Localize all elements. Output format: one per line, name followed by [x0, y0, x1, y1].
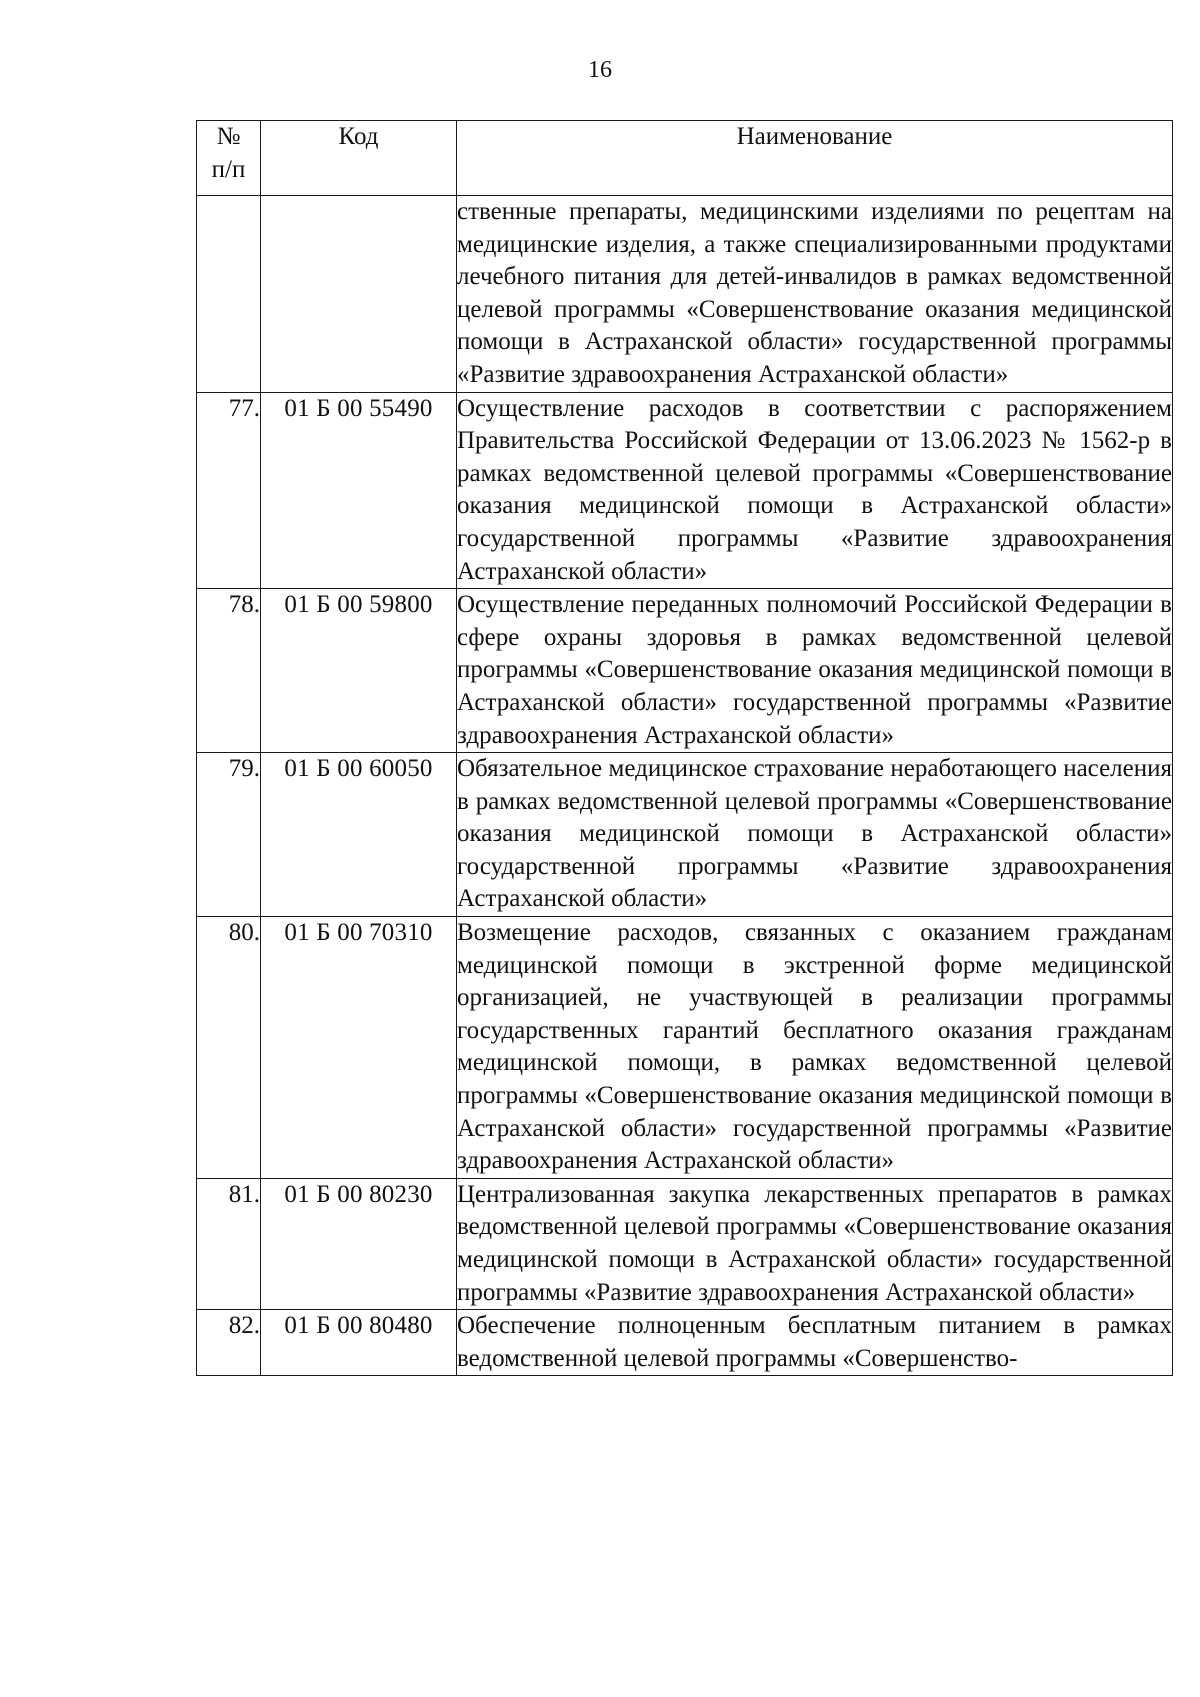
cell-name — [457, 589, 1173, 753]
codes-table — [196, 120, 1173, 1376]
table-row — [197, 917, 1173, 1179]
cell-number: 80. — [197, 917, 261, 1179]
header-code: Код — [261, 121, 457, 196]
cell-code: 01 Б 00 59800 — [261, 589, 457, 753]
cell-name — [457, 392, 1173, 589]
cell-code-empty — [261, 196, 457, 393]
cell-number: 77. — [197, 392, 261, 589]
table-row-continuation — [197, 196, 1173, 393]
header-number — [197, 121, 261, 196]
cell-code: 01 Б 00 60050 — [261, 753, 457, 917]
table-row — [197, 392, 1173, 589]
table-row — [197, 589, 1173, 753]
row-name-text: Осуществление расходов в соответствии с распоряжением Правительства Российской Федерации от 13.06.2023 № 1562-р в рамках ведомственной целевой программы «Совершенствование оказания медицинской помощи в Астраханской области» государственной программы «Развитие здравоохранения Астраханской области» — [457, 394, 1172, 585]
cell-code: 01 Б 00 70310 — [261, 917, 457, 1179]
cell-number: 82. — [197, 1310, 261, 1376]
table-row — [197, 1310, 1173, 1376]
cell-code: 01 Б 00 80480 — [261, 1310, 457, 1376]
table-header-row — [197, 121, 1173, 196]
cell-number: 78. — [197, 589, 261, 753]
page-number: 16 — [588, 57, 612, 83]
header-number-abbr: п/п — [211, 155, 246, 183]
cell-number: 79. — [197, 753, 261, 917]
cell-code: 01 Б 00 80230 — [261, 1178, 457, 1309]
cell-number: 81. — [197, 1178, 261, 1309]
table-row — [197, 1178, 1173, 1309]
cell-number-empty — [197, 196, 261, 393]
cell-name — [457, 753, 1173, 917]
row-name-text: Централизованная закупка лекарственных препаратов в рамках ведомственной целевой программы «Совершенствование оказания медицинской помощи в Астраханской области» государственной программы «Развитие здравоохранения Астраханской области» — [457, 1180, 1172, 1306]
row-name-text: Обязательное медицинское страхование неработающего населения в рамках ведомственной целевой программы «Совершенствование оказания медицинской помощи в Астраханской области» государственной программы «Развитие здравоохранения Астраханской области» — [457, 755, 1172, 913]
row-name-text: Возмещение расходов, связанных с оказанием гражданам медицинской помощи в экстренной форме медицинской организацией, не участвующей в реализации программы государственных гарантий бесплатного оказания гражданам медицинской помощи, в рамках ведомственной целевой программы «Совершенствование оказания медицинской помощи в Астраханской области» государственной программы «Развитие здравоохранения Астраханской области» — [457, 919, 1172, 1175]
cell-name — [457, 196, 1173, 393]
table-row — [197, 753, 1173, 917]
cell-name — [457, 917, 1173, 1179]
header-number-symbol: № — [216, 123, 241, 150]
cell-code: 01 Б 00 55490 — [261, 392, 457, 589]
cell-name — [457, 1310, 1173, 1376]
row-name-text: Обеспечение полноценным бесплатным питанием в рамках ведомственной целевой программы «Совершенство- — [457, 1312, 1172, 1372]
header-name: Наименование — [457, 121, 1173, 196]
continuation-text: ственные препараты, медицинскими изделиями по рецептам на медицинские изделия, а также специализированными продуктами лечебного питания для детей-инвалидов в рамках ведомственной целевой программы «Совершенствование оказания медицинской помощи в Астраханской области» государственной программы «Развитие здравоохранения Астраханской области» — [457, 198, 1172, 388]
row-name-text: Осуществление переданных полномочий Российской Федерации в сфере охраны здоровья в рамках ведомственной целевой программы «Совершенствование оказания медицинской помощи в Астраханской области» государственной программы «Развитие здравоохранения Астраханской области» — [457, 591, 1172, 749]
cell-name — [457, 1178, 1173, 1309]
